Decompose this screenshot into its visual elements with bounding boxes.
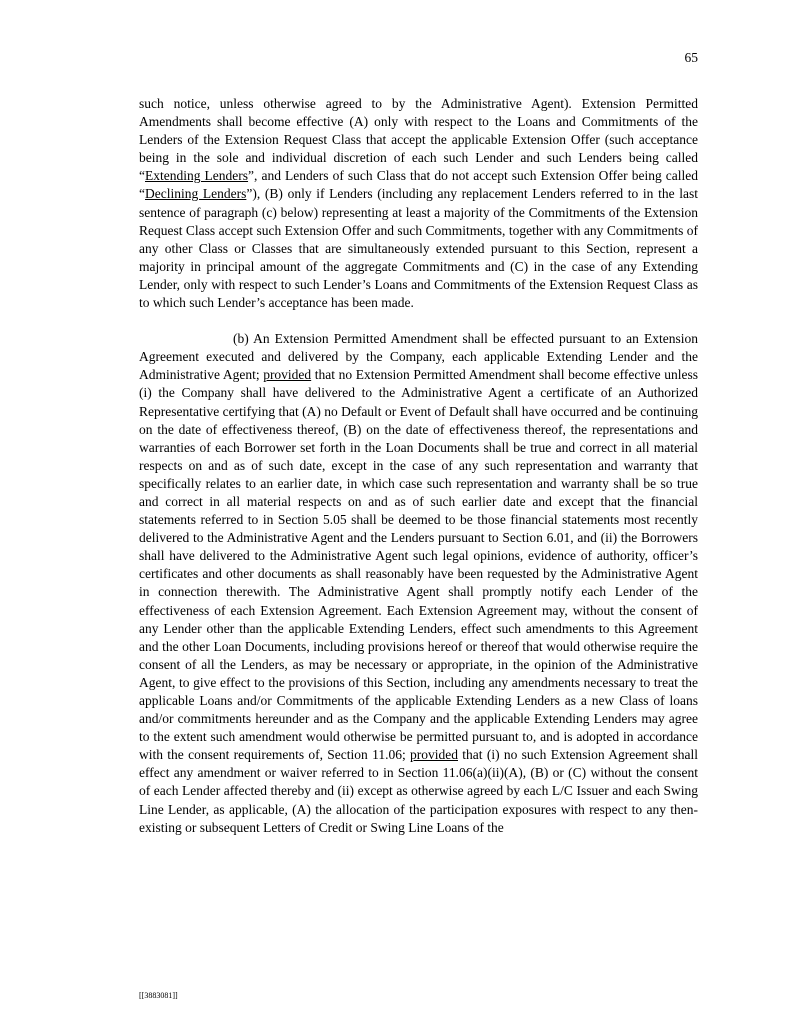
provided-term: provided — [263, 367, 312, 383]
text-segment: (b) An Extension Permitted Amendment shall be effected pursuant to an Extension Agreement executed and delivered by the Company, each applicable Extending Lender and the Administrative Agent; — [139, 331, 698, 383]
page-number: 65 — [684, 50, 698, 65]
text-segment: ”, and Lenders of such Class that do not accept such Extension Offer being called “ — [139, 168, 698, 202]
provided-term: provided — [410, 747, 458, 763]
document-id: [[3883081]] — [139, 991, 178, 1000]
body-text — [139, 95, 698, 837]
text-segment: such notice, unless otherwise agreed to by the Administrative Agent). Extension Permitted Amendments shall become effective (A) only with respect to the Loans and Commitments of the Lenders of the Extension Request Class that accept the applicable Extension Offer (such acceptance being in the sole and individual discretion of each such Lender and such Lenders being called “ — [139, 96, 698, 184]
text-segment: ”), (B) only if Lenders (including any replacement Lenders referred to in the last sentence of paragraph (c) below) representing at least a majority of the Commitments of the Extension Request Class accept such Extension Offer and such Commitments, together with any Commitments of any other Class or Classes that are simultaneously extended pursuant to this Section, represent a majority in principal amount of the aggregate Commitments and (C) in the case of any Extending Lender, only with respect to such Lender’s Loans and Commitments of the Extension Request Class as to which such Lender’s acceptance has been made. — [139, 186, 699, 311]
paragraph-b — [139, 330, 698, 837]
text-segment: that (i) no such Extension Agreement shall effect any amendment or waiver referred to in Section 11.06(a)(ii)(A), (B) or (C) without the consent of each Lender affected thereby and (ii) except as otherwise agreed by each L/C Issuer and each Swing Line Lender, as applicable, (A) the allocation of the participation exposures with respect to any then-existing or subsequent Letters of Credit or Swing Line Loans of the — [139, 747, 698, 835]
defined-term-declining-lenders: Declining Lenders — [145, 186, 247, 202]
paragraph-a-continuation — [139, 95, 698, 312]
text-segment: that no Extension Permitted Amendment shall become effective unless (i) the Company shall have delivered to the Administrative Agent a certificate of an Authorized Representative certifying that (A) no Default or Event of Default shall have occurred and be continuing on the date of effectiveness thereof, (B) on the date of effectiveness thereof, the representations and warranties of each Borrower set forth in the Loan Documents shall be true and correct in all material respects on and as of such date, except in the case of any such representation and warranty that specifically relates to an earlier date, in which case such representation and warranty shall be so true and correct in all material respects on and as of such earlier date and except that the financial statements referred to in Section 5.05 shall be deemed to be those financial statements most recently delivered to the Administrative Agent and the Lenders pursuant to Section 6.01, and (ii) the Borrowers shall have delivered to the Administrative Agent such legal opinions, evidence of authority, officer’s certificates and other documents as shall reasonably have been requested by the Administrative Agent in connection therewith. The Administrative Agent shall promptly notify each Lender of the effectiveness of each Extension Agreement. Each Extension Agreement may, without the consent of any Lender other than the applicable Extending Lenders, effect such amendments to this Agreement and the other Loan Documents, including provisions hereof or thereof that would otherwise require the consent of all the Lenders, as may be necessary or appropriate, in the opinion of the Administrative Agent, to give effect to the provisions of this Section, including any amendments necessary to treat the applicable Loans and/or Commitments of the applicable Extending Lenders as a new Class of loans and/or commitments hereunder and as the Company and the applicable Extending Lenders may agree to the extent such amendment would otherwise be permitted pursuant to, and is adopted in accordance with the consent requirements of, Section 11.06; — [139, 367, 698, 763]
defined-term-extending-lenders: Extending Lenders — [145, 168, 249, 184]
